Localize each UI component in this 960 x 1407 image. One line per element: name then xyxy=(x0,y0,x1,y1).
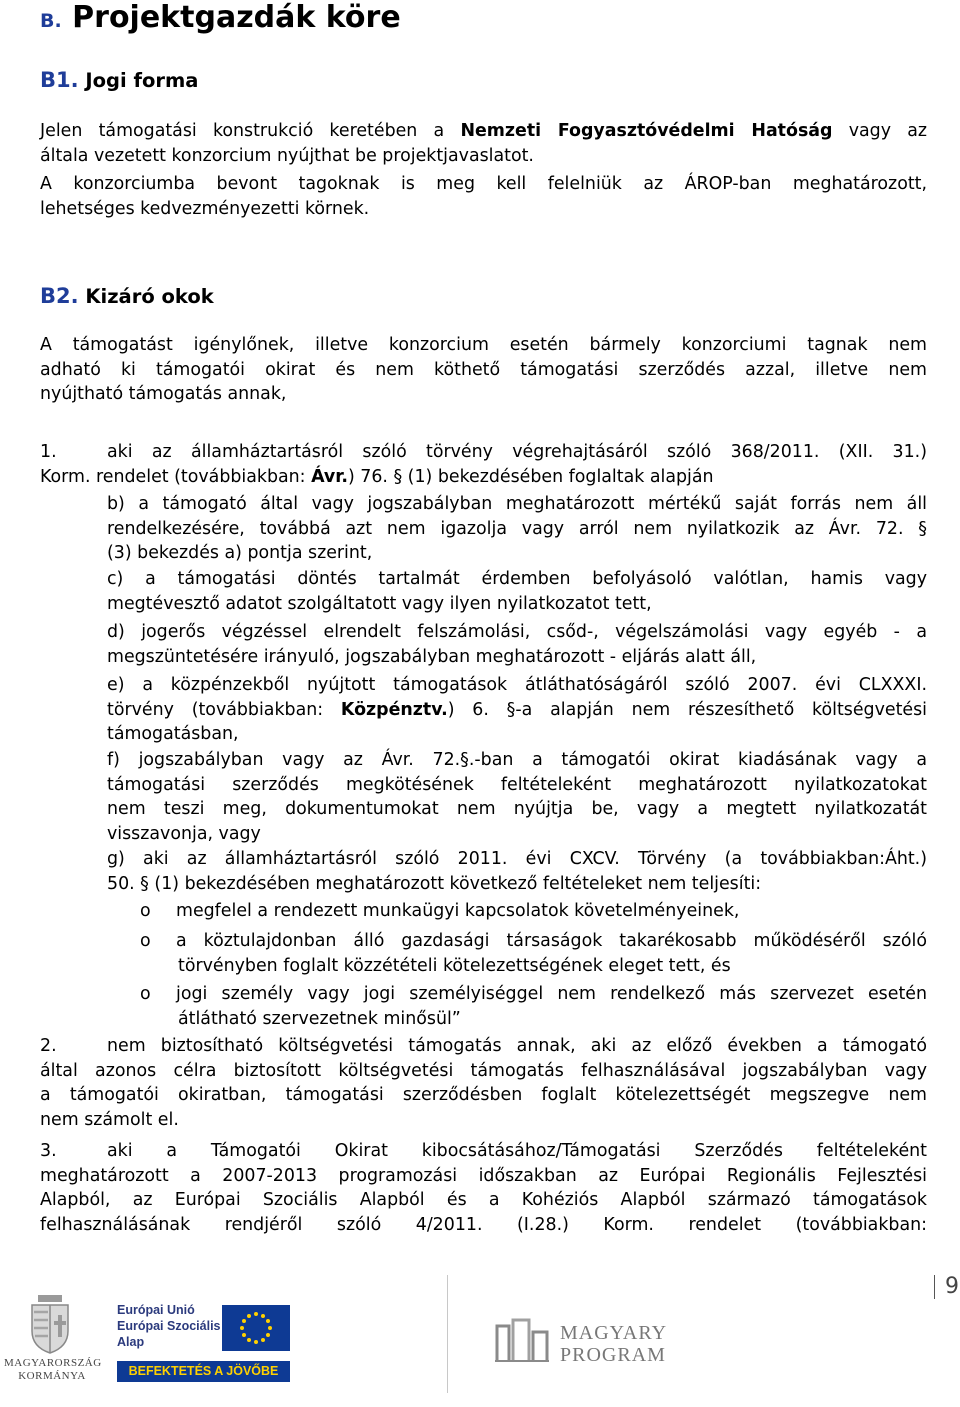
b1-p1-bold: Nemzeti Fogyasztóvédelmi Hatóság xyxy=(460,121,833,141)
b1-p1-line1: Jelen támogatási konstrukció keretében a Nemzeti Fogyasztóvédelmi Hatóság vagy az xyxy=(40,121,927,141)
item-3-number: 3. xyxy=(40,1141,57,1161)
section-letter: B. xyxy=(40,10,62,32)
item-2-line1: 2. nem biztosítható költségvetési támogatás annak, aki az előző években a támogató xyxy=(40,1034,927,1059)
bullet-text: megfelel a rendezett munkaügyi kapcsolatok követelményeinek, xyxy=(176,901,740,921)
b2-number: B2. xyxy=(40,284,79,308)
item-1-line1: 1. aki az államháztartásról szóló törvény végrehajtásáról szóló 368/2011. (XII. 31.) xyxy=(40,440,927,465)
item-2-line: a támogatói okiratban, támogatási szerződésben foglalt kötelezettségét megszegve nem xyxy=(40,1085,927,1105)
item-1-d-line: d) jogerős végzéssel elrendelt felszámolási, csőd-, végelszámolási vagy egyéb - a xyxy=(107,622,927,642)
magyary-program-text: MAGYARY PROGRAM xyxy=(560,1322,668,1366)
item-1-c-line: c) a támogatási döntés tartalmát érdemben befolyásoló valótlan, hamis vagy xyxy=(107,569,927,589)
item-1-c xyxy=(107,567,927,616)
bullet-marker: o xyxy=(140,984,151,1004)
item-1-g-line: g) aki az államháztartásról szóló 2011. évi CXCV. Törvény (a továbbiakban:Áht.) xyxy=(107,849,927,869)
b2-heading xyxy=(40,284,214,308)
bullet-marker: o xyxy=(140,901,151,921)
item-1-e xyxy=(107,673,927,747)
item-1-d xyxy=(107,620,927,669)
gov-logo-text: MAGYARORSZÁG KORMÁNYA xyxy=(4,1357,102,1382)
bullet-text: a köztulajdonban álló gazdasági társaságok takarékosabb működéséről szóló törvényben foglalt közzétételi kötelezettségének eleget tett, és xyxy=(176,931,927,976)
item-3-line: felhasználásának rendjéről szóló 4/2011. (I.28.) Korm. rendelet (továbbiakban: xyxy=(40,1214,927,1235)
footer-divider xyxy=(447,1275,448,1393)
eu-slogan-band: BEFEKTETÉS A JÖVŐBE xyxy=(117,1361,290,1382)
b1-paragraph-1 xyxy=(40,119,927,168)
item-3-line: meghatározott a 2007-2013 programozási időszakban az Európai Regionális Fejlesztési xyxy=(40,1165,927,1186)
item-3-line: Alapból, az Európai Szociális Alapból és a Kohéziós Alapból származó támogatások xyxy=(40,1190,927,1210)
item-1-b-line: (3) bekezdés a) pontja szerint, xyxy=(107,543,373,563)
bullet-item xyxy=(140,899,927,924)
item-1-line2: Korm. rendelet (továbbiakban: Ávr.) 76. § (1) bekezdésében foglaltak alapján xyxy=(40,466,714,487)
item-1-c-line: megtévesztő adatot szolgáltatott vagy ilyen nyilatkozatot tett, xyxy=(107,593,652,614)
item-1-e-line: e) a közpénzekből nyújtott támogatások átláthatóságáról szóló 2007. évi CLXXXI. xyxy=(107,675,927,695)
item-1-f-line: nem teszi meg, dokumentumokat nem nyújtja be, vagy a megtett nyilatkozatát xyxy=(107,799,927,819)
b1-title: Jogi forma xyxy=(85,69,199,92)
item-1-b xyxy=(107,492,927,566)
b1-p2-line1: A konzorciumba bevont tagoknak is meg kell felelniük az ÁROP-ban meghatározott, xyxy=(40,174,927,194)
eu-fund-text: Európai Unió Európai Szociális Alap xyxy=(117,1303,221,1349)
bullet-text: jogi személy vagy jogi személyiséggel nem rendelkező más szervezet esetén átlátható szervezetnek minősül” xyxy=(176,984,927,1029)
bullet-item xyxy=(140,929,927,979)
item-1-g xyxy=(107,847,927,896)
item-1-d-line: megszüntetésére irányuló, jogszabályban meghatározott - eljárás alatt áll, xyxy=(107,646,757,667)
item-1-g-line: 50. § (1) bekezdésében meghatározott következő feltételeket nem teljesíti: xyxy=(107,873,762,894)
item-1 xyxy=(40,440,927,489)
item-1-b-line: rendelkezésére, továbbá azt nem igazolja vagy arról nem nyilatkozik az Ávr. 72. § xyxy=(107,518,927,539)
bullet-item xyxy=(140,982,927,1032)
item-2-line: által azonos célra biztosított költségvetési támogatás felhasználásával jogszabályban vagy xyxy=(40,1060,927,1081)
b2-intro-line: adható ki támogatói okirat és nem köthető támogatási szerződés azzal, illetve nem xyxy=(40,359,927,380)
item-2 xyxy=(40,1034,927,1132)
bullet-marker: o xyxy=(140,931,151,951)
coat-of-arms-icon xyxy=(26,1295,74,1360)
b1-p1-line2: általa vezetett konzorcium nyújthat be projektjavaslatot. xyxy=(40,145,534,166)
item-2-line: nem számolt el. xyxy=(40,1109,179,1130)
page-number-rule xyxy=(934,1275,935,1299)
item-2-number: 2. xyxy=(40,1036,57,1056)
b2-title: Kizáró okok xyxy=(85,285,214,308)
avr-abbrev: Ávr. xyxy=(311,466,348,487)
item-1-b-line: b) a támogató által vagy jogszabályban meghatározott mértékű saját forrás nem áll xyxy=(107,494,927,514)
item-1-e-line: támogatásban, xyxy=(107,724,239,744)
b2-intro xyxy=(40,333,927,407)
b2-intro-line: nyújtható támogatás annak, xyxy=(40,384,287,404)
item-1-f-line: visszavonja, vagy xyxy=(107,823,261,844)
section-heading xyxy=(40,0,401,35)
item-3-line1: 3. aki a Támogatói Okirat kibocsátásához/Támogatási Szerződés feltételeként xyxy=(40,1139,927,1164)
b1-heading xyxy=(40,68,198,92)
kozpenztv-abbrev: Közpénztv. xyxy=(340,699,448,720)
b2-intro-line: A támogatást igénylőnek, illetve konzorcium esetén bármely konzorciumi tagnak nem xyxy=(40,335,927,355)
b1-p2-line2: lehetséges kedvezményezetti körnek. xyxy=(40,198,370,219)
magyary-logo-icon xyxy=(493,1318,551,1369)
section-title: Projektgazdák köre xyxy=(72,0,401,35)
item-3 xyxy=(40,1139,927,1237)
item-1-number: 1. xyxy=(40,442,57,462)
eu-flag-icon xyxy=(222,1305,290,1351)
b1-paragraph-2 xyxy=(40,172,927,221)
page-number: 9 xyxy=(945,1274,959,1299)
item-1-f xyxy=(107,748,927,846)
b1-number: B1. xyxy=(40,68,79,92)
item-1-f-line: f) jogszabályban vagy az Ávr. 72.§.-ban a támogatói okirat kiadásának vagy a xyxy=(107,750,927,770)
item-1-f-line: támogatási szerződés megkötésének feltételeként meghatározott nyilatkozatokat xyxy=(107,774,927,795)
item-1-e-line: törvény (továbbiakban: Közpénztv.) 6. §-a alapján nem részesíthető költségvetési xyxy=(107,699,927,720)
